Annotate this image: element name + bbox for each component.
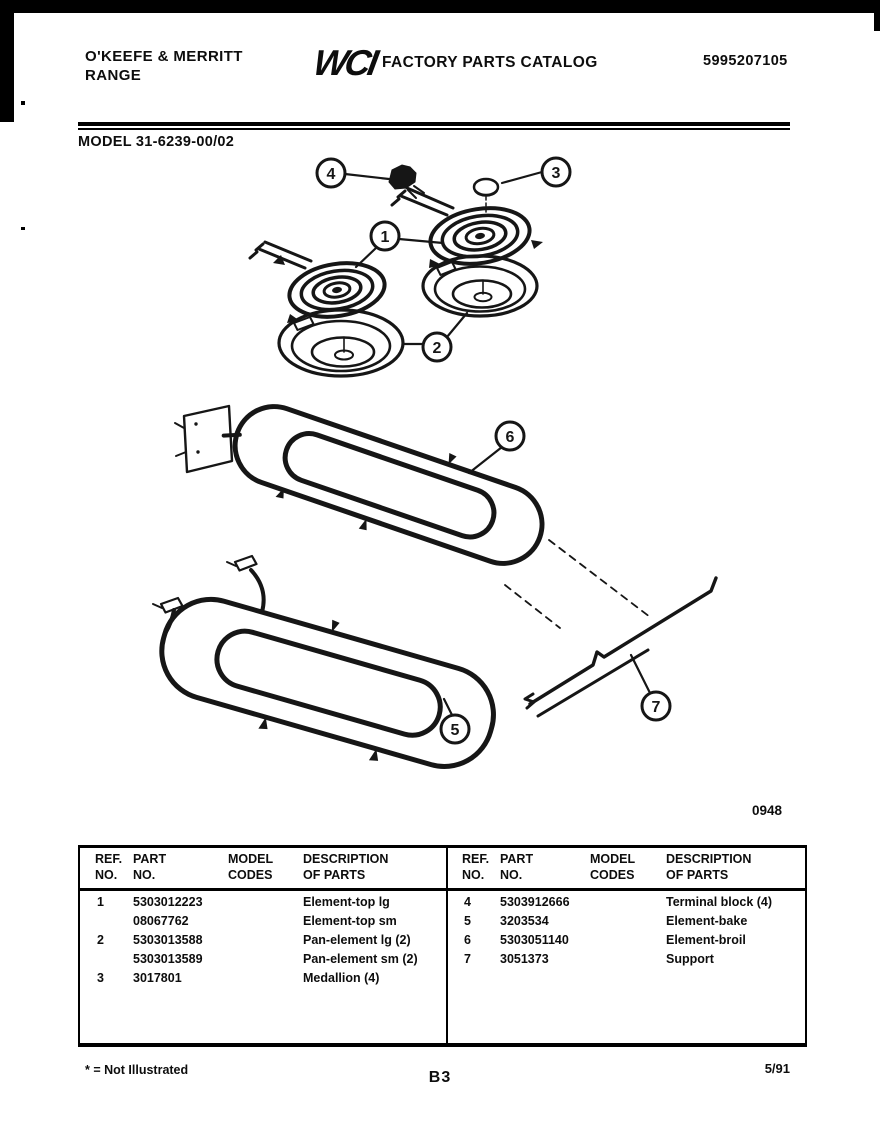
table-row: 1 5303012223 Element-top lg	[97, 895, 390, 909]
column-header-part-left: PART NO.	[133, 852, 167, 882]
svg-text:7: 7	[651, 699, 661, 716]
svg-text:4: 4	[326, 166, 336, 183]
brand-line2: RANGE	[85, 67, 142, 84]
table-row: 6 5303051140 Element-broil	[464, 933, 746, 947]
column-header-part-right: PART NO.	[500, 852, 534, 882]
bake-element	[147, 576, 508, 790]
scan-artifact-right-notch	[874, 13, 880, 31]
scan-artifact-dot	[21, 227, 25, 230]
header-rule-thick	[78, 122, 790, 126]
brand-name	[85, 47, 243, 85]
column-header-desc-left: DESCRIPTION OF PARTS	[303, 852, 389, 882]
callout-7	[642, 692, 670, 720]
callout-6	[496, 422, 524, 450]
svg-text:2: 2	[432, 340, 442, 357]
drip-pan-left	[279, 310, 403, 376]
not-illustrated-note: * = Not Illustrated	[85, 1063, 189, 1077]
column-header-model-left: MODEL CODES	[228, 852, 274, 882]
table-row: 5 3203534 Element-bake	[464, 914, 748, 928]
table-row: 3 3017801 Medallion (4)	[97, 971, 380, 985]
callout-2	[423, 333, 451, 361]
callout-1	[371, 222, 399, 250]
svg-text:6: 6	[505, 429, 515, 446]
diagram-page-code: 0948	[751, 803, 782, 818]
column-header-model-right: MODEL CODES	[590, 852, 636, 882]
parts-diagram	[70, 150, 810, 835]
table-row: 7 3051373 Support	[464, 952, 714, 966]
scan-artifact-top-bar	[0, 0, 880, 13]
table-border-bottom	[78, 1043, 807, 1047]
catalog-title: FACTORY PARTS CATALOG	[382, 54, 598, 71]
scan-artifact-dot	[21, 101, 25, 105]
callout-3	[542, 158, 570, 186]
wci-logo: WCI	[310, 42, 379, 83]
scan-artifact-left-strip	[0, 0, 14, 122]
table-row: 08067762 Element-top sm	[133, 914, 397, 928]
column-header-ref-right: REF. NO.	[462, 852, 490, 882]
broil-element	[209, 382, 556, 586]
svg-text:3: 3	[551, 165, 561, 182]
broil-bracket	[184, 406, 232, 472]
column-header-desc-right: DESCRIPTION OF PARTS	[666, 852, 752, 882]
svg-text:1: 1	[380, 229, 390, 246]
svg-text:5: 5	[450, 722, 460, 739]
table-row: 2 5303013588 Pan-element lg (2)	[97, 933, 411, 947]
callout-4	[317, 159, 345, 187]
header-rule-thin	[78, 128, 790, 130]
table-row: 4 5303912666 Terminal block (4)	[464, 895, 773, 909]
table-row: 5303013589 Pan-element sm (2)	[133, 952, 418, 966]
table-border-top	[78, 845, 807, 848]
callout-5	[441, 715, 469, 743]
revision-date: 5/91	[764, 1061, 790, 1076]
page-id: B3	[428, 1069, 452, 1086]
table-header-rule	[78, 888, 807, 891]
publication-number: 5995207105	[703, 53, 788, 69]
support-part-edge	[525, 650, 648, 716]
column-header-ref-left: REF. NO.	[95, 852, 123, 882]
bake-clip-upper	[235, 556, 257, 571]
terminal-block-part	[389, 165, 416, 189]
brand-line1: O'KEEFE & MERRITT	[85, 48, 243, 65]
model-number: MODEL 31-6239-00/02	[78, 134, 235, 150]
